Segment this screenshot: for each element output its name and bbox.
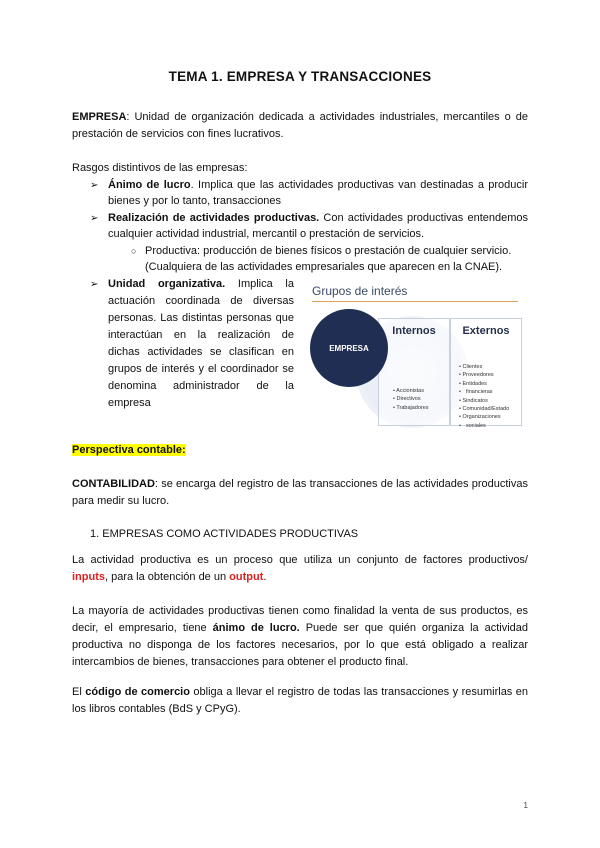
- output-term: output: [229, 571, 264, 583]
- codigo-line2: los libros contables (BdS y CPyG).: [72, 703, 241, 715]
- list-item: • Sindicatos: [459, 397, 509, 405]
- contabilidad-text: : se encarga del registro de las transacciones de las actividades productivas: [154, 478, 528, 490]
- realizacion-text: Con actividades productivas entendemos: [319, 212, 528, 224]
- mayoria-text-a: decir, el empresario, tiene: [72, 622, 213, 634]
- mayoria-line1: La mayoría de actividades productivas tienen como finalidad la venta de sus productos, es: [72, 605, 528, 617]
- diagram-title: Grupos de interés: [312, 284, 408, 298]
- externos-box: [450, 318, 522, 429]
- bullet-unidad-line7: denomina administrador de la: [108, 380, 294, 392]
- externos-list: [459, 363, 509, 430]
- list-item-continued: sociales: [465, 422, 486, 429]
- bullet-unidad-line3: personas. Las distintas personas que: [108, 312, 294, 324]
- externos-label: Externos: [462, 325, 510, 337]
- list-item: • Comunidad/Estado: [459, 405, 509, 413]
- list-item: • Clientes: [459, 363, 509, 371]
- actividad-end: .: [263, 571, 267, 583]
- internos-label: Internos: [392, 325, 436, 337]
- internos-list: [393, 387, 429, 412]
- contabilidad-line1: [72, 476, 528, 493]
- grupos-interes-diagram: [308, 282, 528, 432]
- bullet-unidad-line4: interactúan en la realización de: [108, 329, 294, 341]
- section-heading-1: 1. EMPRESAS COMO ACTIVIDADES PRODUCTIVAS: [90, 528, 359, 540]
- list-item: [459, 388, 509, 396]
- empresa-def-text: : Unidad de organización dedicada a actividades industriales, mercantiles o de: [126, 111, 528, 123]
- unidad-text: Implica la: [225, 278, 294, 290]
- bullet-circle-icon: ○: [131, 246, 137, 256]
- codigo-term: código de comercio: [85, 686, 190, 698]
- actividad-line1: La actividad productiva es un proceso que utiliza un conjunto de factores productivos/: [72, 554, 528, 566]
- list-item: [459, 422, 509, 430]
- bullet-arrow-icon: ➢: [90, 180, 99, 191]
- bullet-realizacion-line1: [90, 210, 528, 227]
- actividad-mid: , para la obtención de un: [105, 571, 230, 583]
- list-item: • Entidades: [459, 380, 509, 388]
- bullet-unidad-line8: empresa: [108, 397, 151, 409]
- inputs-term: inputs: [72, 571, 105, 583]
- list-item-continued: financieras: [465, 389, 493, 396]
- sub-bullet-productiva-line1: [131, 243, 512, 260]
- perspectiva-highlight: Perspectiva contable:: [72, 444, 186, 456]
- bullet-arrow-icon: ➢: [90, 279, 99, 290]
- animo-text: . Implica que las actividades productivas van destinadas a producir: [190, 179, 529, 191]
- list-item: • Organizaciones: [459, 413, 509, 421]
- perspectiva-heading: [72, 442, 186, 459]
- bullet-unidad-line5: dichas actividades se clasifican en: [108, 346, 294, 358]
- actividad-line2: [72, 569, 266, 586]
- mayoria-line3: productiva no disponga de los factores necesarios, por lo que está obligado a realizar: [72, 639, 528, 651]
- sub-bullet-productiva-line2: (Cualquiera de las actividades empresariales que aparecen en la CNAE).: [145, 261, 503, 273]
- list-item: • Directivos: [393, 395, 429, 403]
- list-item: • Accionistas: [393, 387, 429, 395]
- bullet-realizacion-line2: cualquier actividad industrial, mercantil o prestación de servicios.: [108, 228, 425, 240]
- empresa-definition-line1: [72, 109, 528, 126]
- page-number: 1: [523, 801, 528, 810]
- bullet-unidad-line2: actuación coordinada de diversas: [108, 295, 294, 307]
- empresa-circle: EMPRESA: [310, 309, 388, 387]
- list-item: • Proveedores: [459, 371, 509, 379]
- empresa-definition-line2: prestación de servicios con fines lucrativos.: [72, 128, 284, 140]
- mayoria-animo-term: ánimo de lucro.: [212, 622, 300, 634]
- codigo-text: obliga a llevar el registro de todas las transacciones y resumirlas en: [189, 686, 528, 698]
- unidad-term: Unidad organizativa.: [108, 278, 226, 290]
- empresa-term: EMPRESA: [72, 111, 127, 123]
- productiva-text: Productiva: producción de bienes físicos o prestación de cualquier servicio.: [145, 245, 512, 257]
- animo-term: Ánimo de lucro: [108, 179, 191, 191]
- diagram-divider: [312, 301, 518, 302]
- mayoria-line2: [72, 620, 528, 637]
- bullet-arrow-icon: ➢: [90, 213, 99, 224]
- rasgos-heading: Rasgos distintivos de las empresas:: [72, 162, 248, 174]
- mayoria-line4: intercambios de bienes, transacciones para obtener el producto final.: [72, 656, 409, 668]
- contabilidad-term: CONTABILIDAD: [72, 478, 155, 490]
- bullet-animo-line1: [90, 177, 529, 194]
- bullet-animo-line2: bienes y por lo tanto, transacciones: [108, 195, 282, 207]
- codigo-line1: [72, 684, 528, 701]
- contabilidad-line2: para medir su lucro.: [72, 495, 170, 507]
- page-title: TEMA 1. EMPRESA Y TRANSACCIONES: [168, 69, 432, 84]
- internos-box: [378, 318, 450, 426]
- bullet-unidad-line6: grupos de interés y el coordinador se: [108, 363, 294, 375]
- realizacion-term: Realización de actividades productivas.: [108, 212, 320, 224]
- bullet-unidad-line1: [90, 276, 294, 293]
- mayoria-text-b: Puede ser que quién organiza la actividad: [299, 622, 528, 634]
- list-item: • Trabajadores: [393, 404, 429, 412]
- codigo-pre: El: [72, 686, 86, 698]
